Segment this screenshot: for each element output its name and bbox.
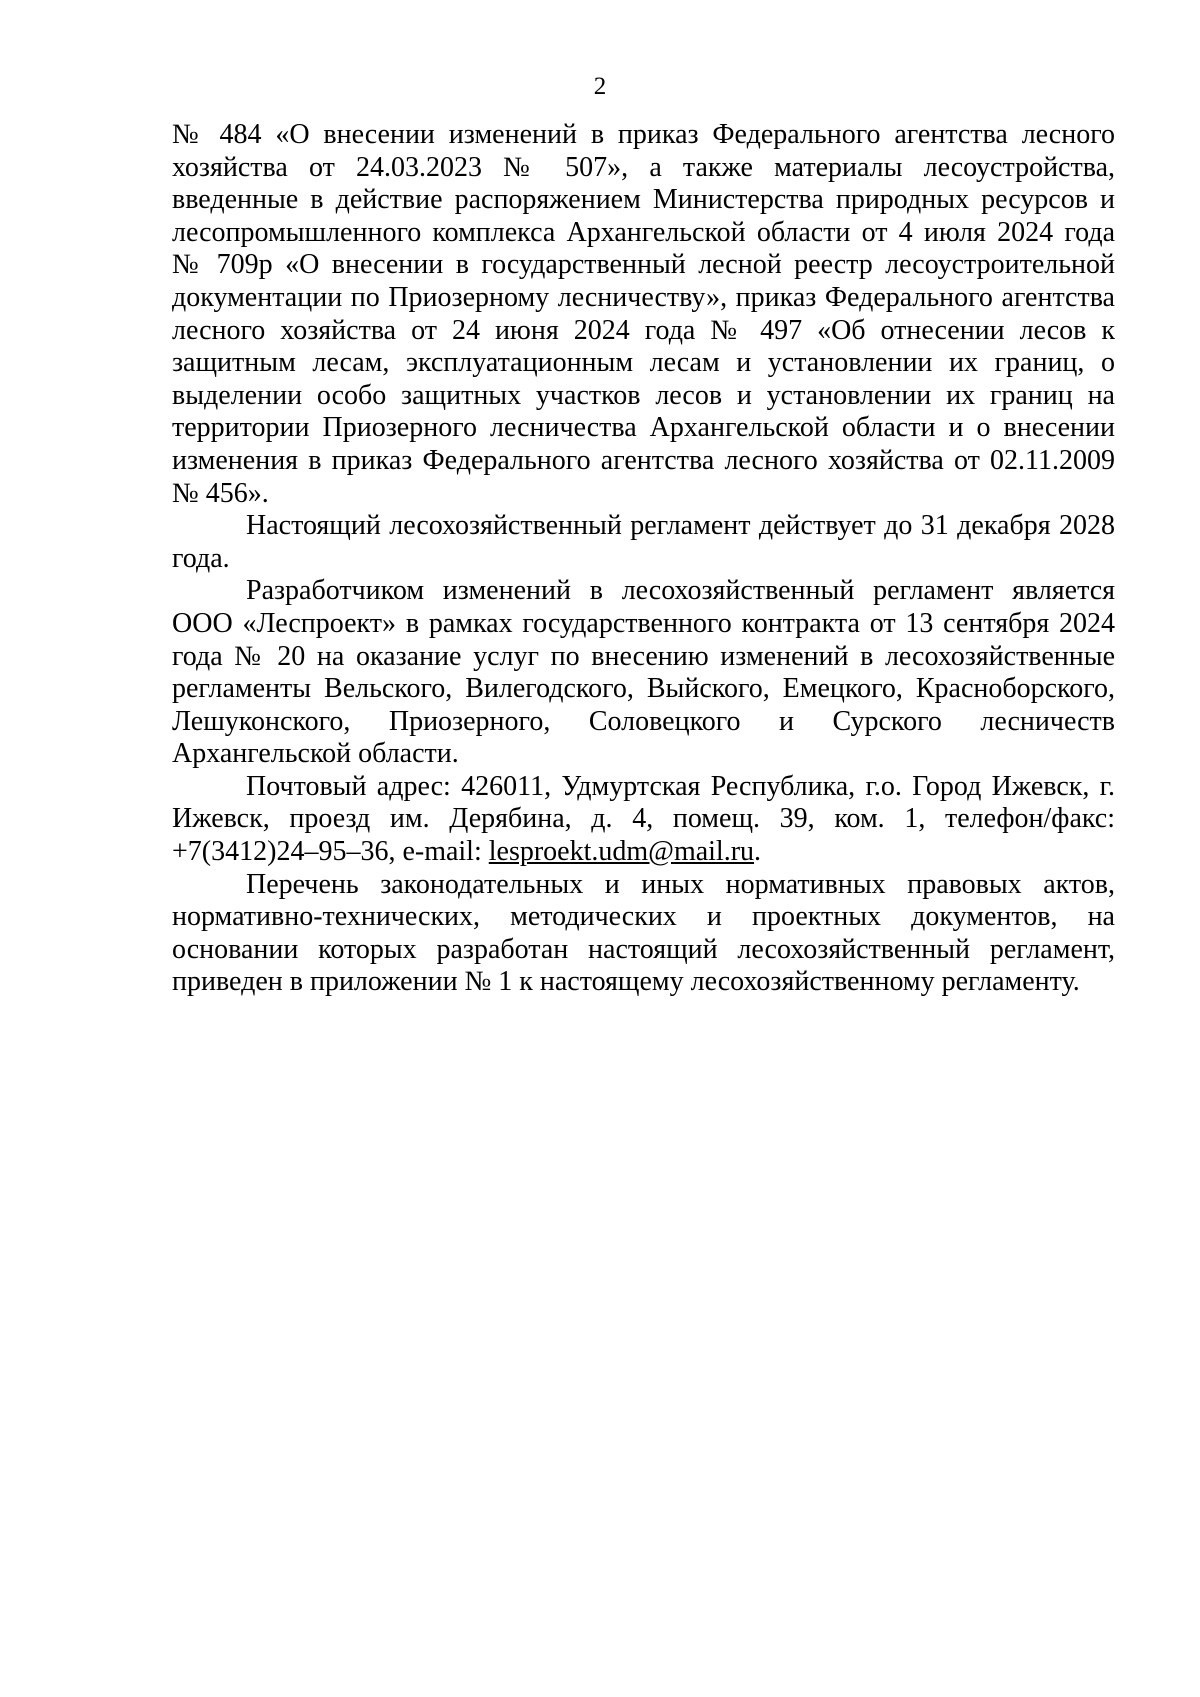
paragraph-legal-acts: Перечень законодательных и иных нормативных правовых актов, нормативно-технических, методических и проектных документов, на основании которых разработан настоящий лесохозяйственный регламент, приведен в приложении № 1 к настоящему лесохозяйственному регламенту.: [172, 868, 1115, 998]
email-link[interactable]: lesproekt.udm@mail.ru: [488, 836, 755, 868]
paragraph-developer: Разработчиком изменений в лесохозяйственный регламент является ООО «Леспроект» в рамках государственного контракта от 13 сентября 2024 года № 20 на оказание услуг по внесению изменений в лесохозяйственные регламенты Вельского, Вилегодского, Выйского, Емецкого, Красноборского, Лешуконского, Приозерного, Соловецкого и Сурского лесничеств Архангельской области.: [172, 575, 1115, 770]
postal-address-text: Почтовый адрес: 426011, Удмуртская Республика, г.о. Город Ижевск, г. Ижевск, проезд им. Дерябина, д. 4, помещ. 39, ком. 1, телефон/факс: +7(3412)24–95–36, e-mail:: [172, 770, 1115, 868]
page-number: 2: [593, 73, 607, 100]
document-body: [172, 119, 1115, 999]
paragraph-continuation: № 484 «О внесении изменений в приказ Федерального агентства лесного хозяйства от 24.03.2023 № 507», а также материалы лесоустройства, введенные в действие распоряжением Министерства природных ресурсов и лесопромышленного комплекса Архангельской области от 4 июля 2024 года № 709р «О внесении в государственный лесной реестр лесоустроительной документации по Приозерному лесничеству», приказ Федерального агентства лесного хозяйства от 24 июня 2024 года № 497 «Об отнесении лесов к защитным лесам, эксплуатационным лесам и установлении их границ, о выделении особо защитных участков лесов и установлении их границ на территории Приозерного лесничества Архангельской области и о внесении изменения в приказ Федерального агентства лесного хозяйства от 02.11.2009 № 456».: [172, 119, 1115, 509]
paragraph-postal-address: [172, 771, 1115, 869]
paragraph-validity-period: Настоящий лесохозяйственный регламент действует до 31 декабря 2028 года.: [172, 510, 1115, 574]
postal-address-end: .: [754, 836, 762, 868]
